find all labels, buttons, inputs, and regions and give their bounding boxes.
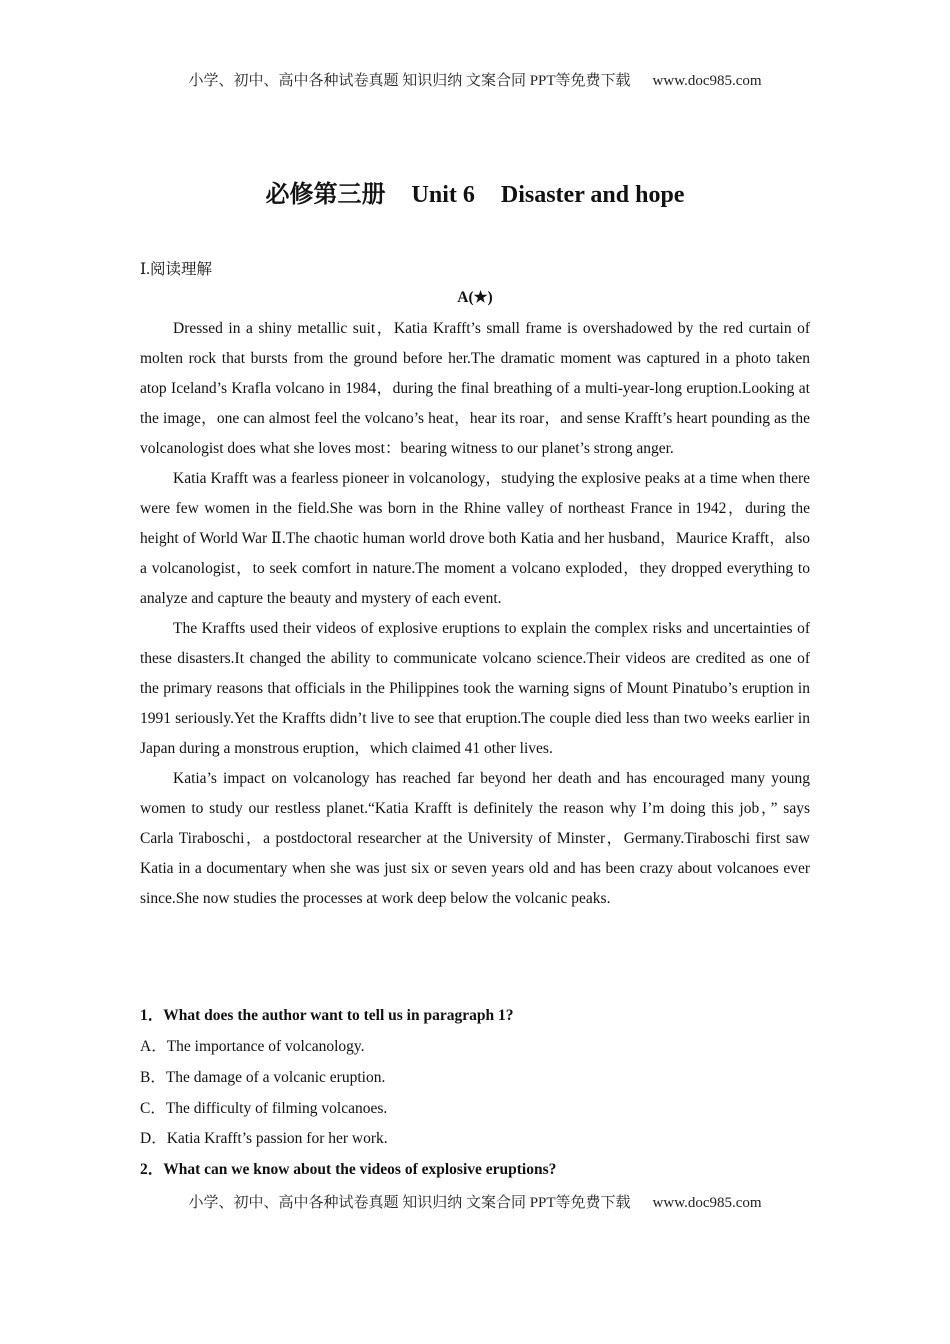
question-stem: 2．What can we know about the videos of explosive eruptions? [140, 1161, 557, 1178]
footer-text: 小学、初中、高中各种试卷真题 知识归纳 文案合同 PPT等免费下载 [188, 1195, 631, 1211]
title-book: 必修第三册 [265, 182, 386, 208]
question-option: A．The importance of volcanology. [140, 1038, 365, 1055]
question-stem: 1．What does the author want to tell us in paragraph 1? [140, 1007, 514, 1024]
title-unit: Unit 6 [411, 182, 475, 208]
header-url[interactable]: www.doc985.com [652, 73, 762, 89]
question-option: D．Katia Krafft’s passion for her work. [140, 1130, 388, 1147]
page-header [0, 69, 950, 90]
paragraph: Katia’s impact on volcanology has reached far beyond her death and has encouraged many young women to study our restless planet.“Katia Krafft is definitely the reason why I’m doing this job，” says Carla Tiraboschi，a postdoctoral researcher at the University of Minster，Germany.Tiraboschi first saw Katia in a documentary when she was just six or seven years old and has been crazy about volcanoes ever since.She now studies the processes at work deep below the volcanic peaks. [140, 770, 810, 907]
page-title [0, 174, 950, 209]
page-footer [0, 1191, 950, 1212]
title-topic: Disaster and hope [500, 182, 685, 208]
passage-label: A(★) [457, 289, 493, 306]
paragraph: The Kraffts used their videos of explosive eruptions to explain the complex risks and uncertainties of these disasters.It changed the ability to communicate volcano science.Their videos are credited as one of the primary reasons that officials in the Philippines took the warning signs of Mount Pinatubo’s eruption in 1991 seriously.Yet the Kraffts didn’t live to see that eruption.The couple died less than two weeks earlier in Japan during a monstrous eruption，which claimed 41 other lives. [140, 620, 810, 757]
header-text: 小学、初中、高中各种试卷真题 知识归纳 文案合同 PPT等免费下载 [188, 73, 631, 89]
paragraph: Dressed in a shiny metallic suit，Katia Krafft’s small frame is overshadowed by the red curtain of molten rock that bursts from the ground before her.The dramatic moment was captured in a photo taken atop Iceland’s Krafla volcano in 1984，during the final breathing of a multi-year-long eruption.Looking at the image，one can almost feel the volcano’s heat，hear its roar，and sense Krafft’s heart pounding as the volcanologist does what she loves most：bearing witness to our planet’s strong anger. [140, 320, 810, 457]
question-option: B．The damage of a volcanic eruption. [140, 1069, 386, 1086]
passage-body [140, 314, 810, 914]
footer-url[interactable]: www.doc985.com [652, 1195, 762, 1211]
paragraph: Katia Krafft was a fearless pioneer in volcanology，studying the explosive peaks at a time when there were few women in the field.She was born in the Rhine valley of northeast France in 1942，during the height of World War Ⅱ.The chaotic human world drove both Katia and her husband，Maurice Krafft，also a volcanologist，to seek comfort in nature.The moment a volcano exploded，they dropped everything to analyze and capture the beauty and mystery of each event. [140, 470, 810, 607]
question-option: C．The difficulty of filming volcanoes. [140, 1100, 388, 1117]
section-heading: Ⅰ.阅读理解 [140, 261, 212, 278]
